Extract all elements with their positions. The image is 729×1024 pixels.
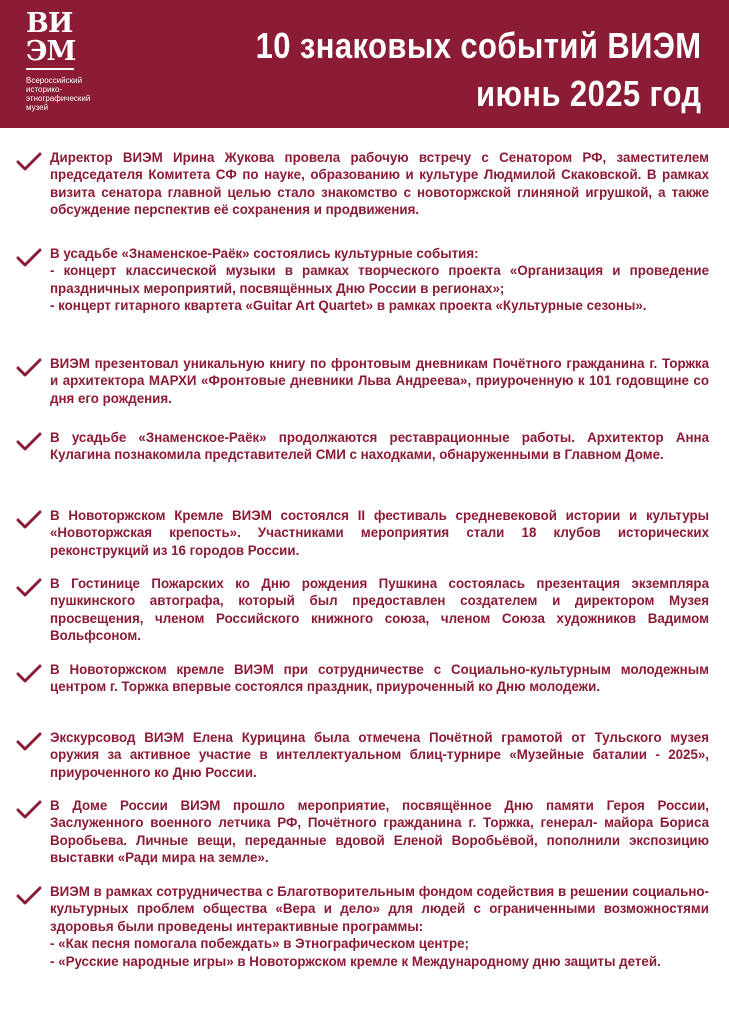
checkmark-icon (16, 510, 42, 530)
checkmark-icon (16, 432, 42, 452)
event-text: В усадьбе «Знаменское-Раёк» состоялись культурные события: - концерт классической музыки в рамках творческого проекта «Организация и проведение праздничных мероприятий, посвящённых Дню России в регионах»; - концерт гитарного квартета «Guitar Art Quartet» в рамках проекта «Культурные сезоны». (50, 246, 709, 315)
event-text: В Доме России ВИЭМ прошло мероприятие, посвящённое Дню памяти Героя России, Заслуженного военного летчика РФ, Почётного гражданина г. Торжка, генерал- майора Бориса Воробьева. Личные вещи, переданные вдовой Еленой Воробьёвой, пополнили экспозицию выставки «Ради мира на земле». (50, 798, 709, 867)
checkmark-icon (16, 152, 42, 172)
checkmark-icon (16, 358, 42, 378)
event-text: В Новоторжском Кремле ВИЭМ состоялся II фестиваль средневековой истории и культуры «Новоторжская крепость». Участниками мероприятия стали 18 клубов исторических реконструкций из 16 городов России. (50, 508, 709, 559)
event-text: В усадьбе «Знаменское-Раёк» продолжаются реставрационные работы. Архитектор Анна Кулагина познакомила представителей СМИ с находками, обнаруженными в Главном Доме. (50, 430, 709, 464)
event-text: Экскурсовод ВИЭМ Елена Курицина была отмечена Почётной грамотой от Тульского музея оружия за активное участие в интеллектуальном блиц-турнире «Музейные баталии - 2025», приуроченного ко Дню России. (50, 730, 709, 781)
event-text: В Новоторжском кремле ВИЭМ при сотрудничестве с Социально-культурным молодежным центром г. Торжка впервые состоялся праздник, приуроченный ко Дню молодежи. (50, 662, 709, 696)
event-text: В Гостинице Пожарских ко Дню рождения Пушкина состоялась презентация экземпляра пушкинского автографа, который был предоставлен создателем и директором Музея просвещения, членом Российского книжного союза, членом Союза художников Вадимом Вольфсоном. (50, 576, 709, 645)
checkmark-icon (16, 248, 42, 268)
checkmark-icon (16, 800, 42, 820)
checkmark-icon (16, 578, 42, 598)
event-text: ВИЭМ презентовал уникальную книгу по фронтовым дневникам Почётного гражданина г. Торжка и архитектора МАРХИ «Фронтовые дневники Льва Андреева», приуроченную к 101 годовщине со дня его рождения. (50, 356, 709, 407)
checkmark-icon (16, 664, 42, 684)
event-text: ВИЭМ в рамках сотрудничества с Благотворительным фондом содействия в решении социально-культурных проблем общества «Вера и дело» для людей с ограниченными возможностями здоровья были проведены интерактивные программы: - «Как песня помогала побеждать» в Этнографическом центре; - «Русские народные игры» в Новоторжском кремле к Международному дню защиты детей. (50, 884, 709, 970)
title-line-1: 10 знаковых событий ВИЭМ (255, 25, 701, 66)
event-text: Директор ВИЭМ Ирина Жукова провела рабочую встречу с Сенатором РФ, заместителем председателя Комитета СФ по науке, образованию и культуре Людмилой Скаковской. В рамках визита сенатора главной целью стало знакомство с новоторжской глиняной игрушкой, а также обсуждение перспектив её сохранения и продвижения. (50, 150, 709, 219)
logo-mark: ВИ ЭМ (26, 10, 74, 70)
checkmark-icon (16, 886, 42, 906)
logo-caption: Всероссийский историко- этнографический музей (26, 76, 91, 112)
title-line-2: июнь 2025 год (475, 73, 701, 114)
checkmark-icon (16, 732, 42, 752)
